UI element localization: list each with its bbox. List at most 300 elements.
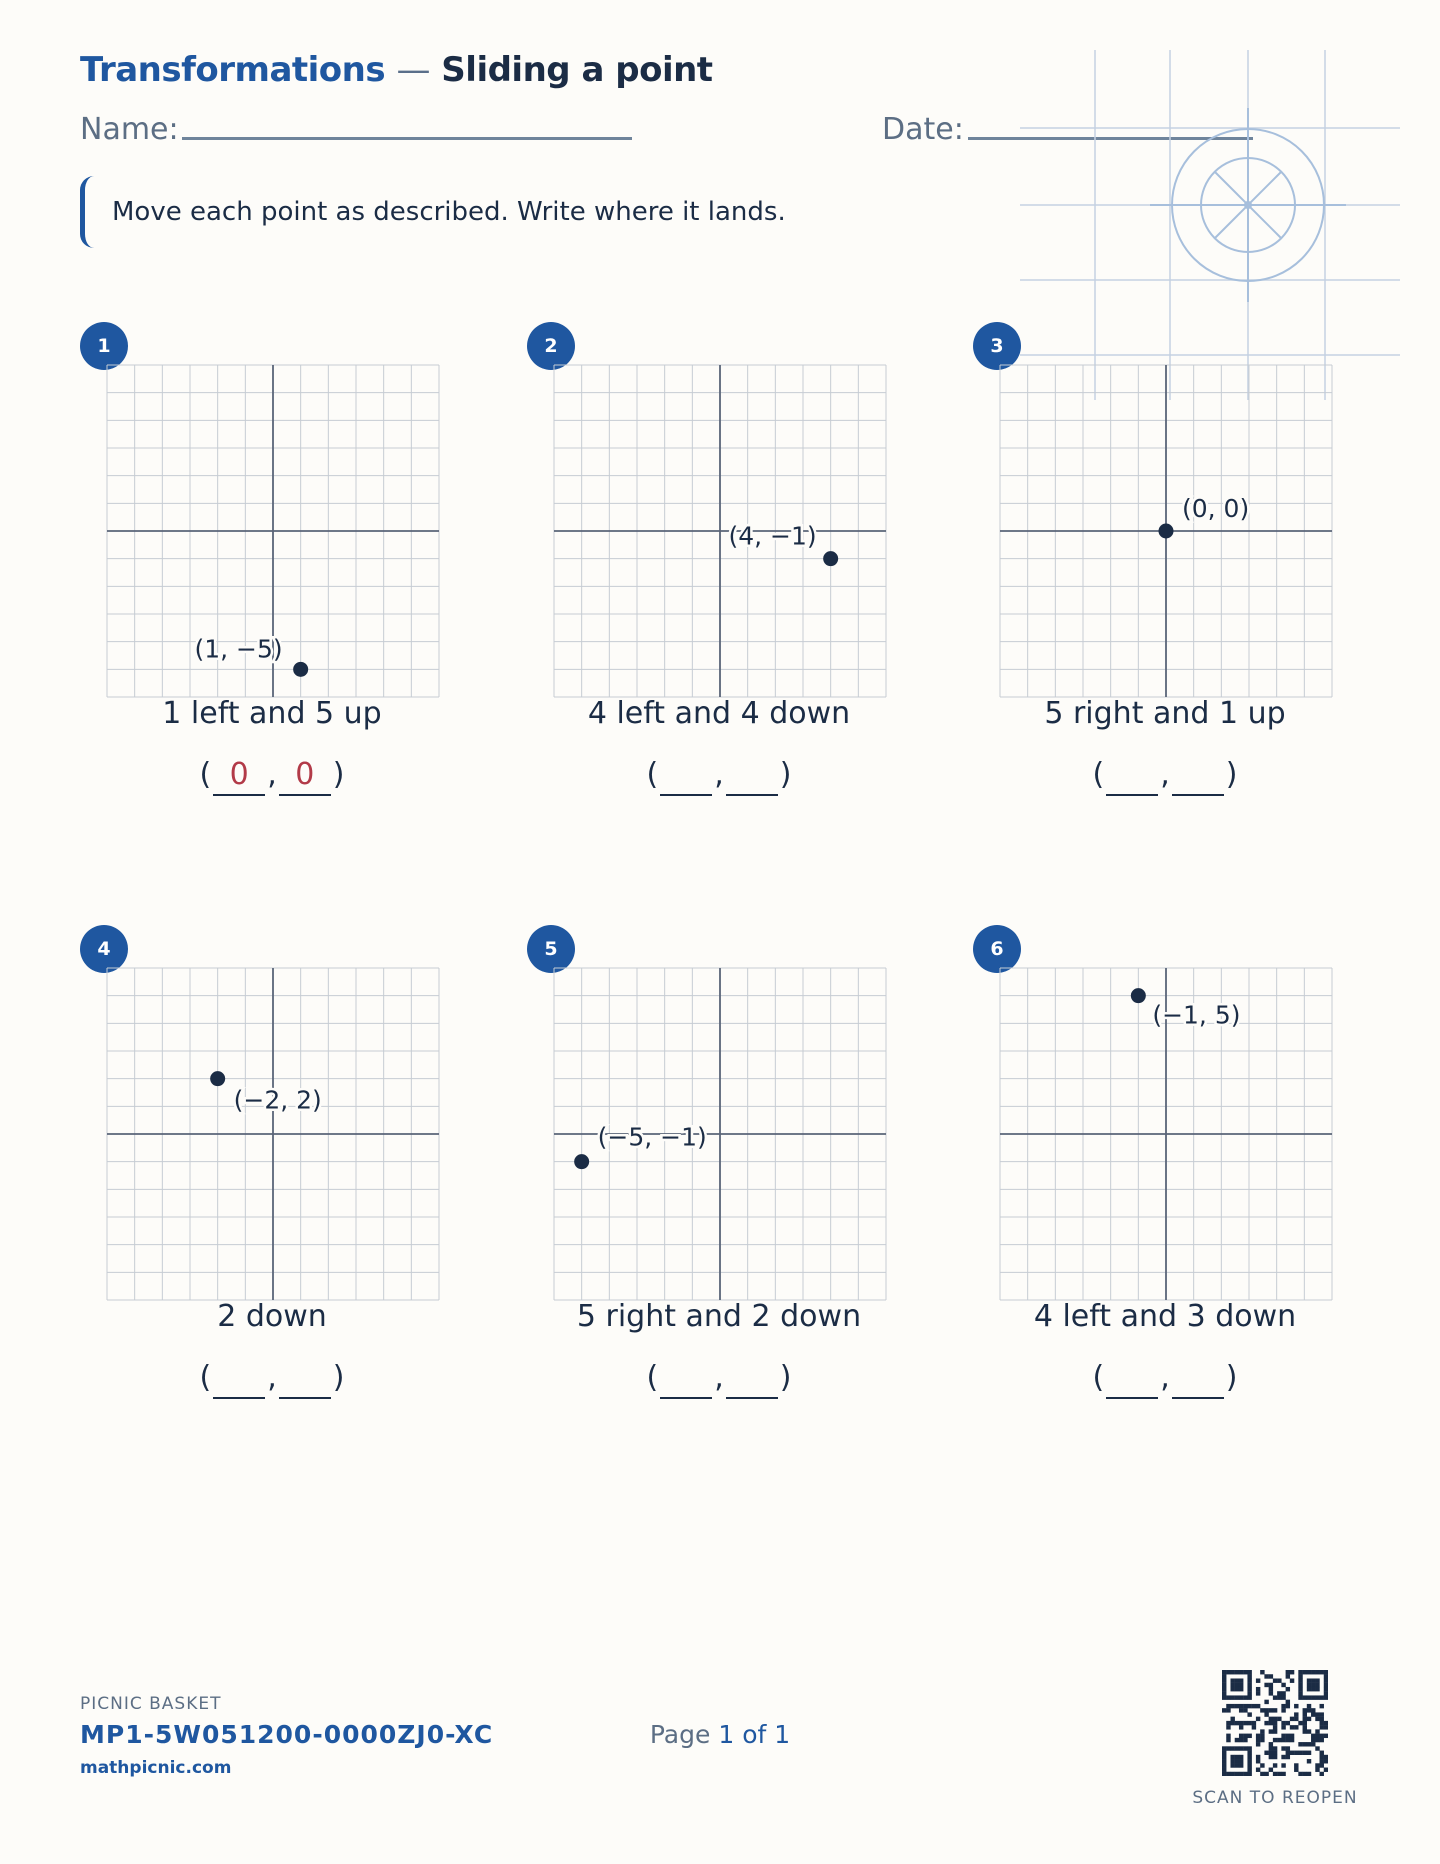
- qr-module: [1286, 1734, 1290, 1738]
- problem-number-badge: 3: [973, 322, 1021, 370]
- qr-module: [1315, 1687, 1319, 1691]
- qr-module: [1294, 1763, 1298, 1767]
- problem-6: [973, 925, 1393, 1445]
- qr-module: [1286, 1721, 1290, 1725]
- qr-module: [1269, 1691, 1273, 1695]
- qr-module: [1247, 1751, 1251, 1755]
- plotted-point[interactable]: [1131, 988, 1146, 1003]
- qr-module: [1311, 1708, 1315, 1712]
- qr-module: [1273, 1755, 1277, 1759]
- qr-module: [1294, 1768, 1298, 1772]
- close-paren: ): [779, 757, 792, 792]
- qr-module: [1320, 1721, 1324, 1725]
- answer-y-field[interactable]: [1172, 1357, 1224, 1399]
- qr-module: [1222, 1759, 1226, 1763]
- qr-module: [1273, 1738, 1277, 1742]
- qr-module: [1239, 1746, 1243, 1750]
- qr-module: [1315, 1768, 1319, 1772]
- qr-module: [1226, 1670, 1230, 1674]
- qr-module: [1247, 1763, 1251, 1767]
- qr-module: [1239, 1678, 1243, 1682]
- title-subtitle: Sliding a point: [441, 50, 713, 90]
- qr-module: [1281, 1691, 1285, 1695]
- qr-module: [1311, 1687, 1315, 1691]
- move-instruction: 4 left and 4 down: [587, 696, 851, 731]
- coordinate-grid: [106, 364, 440, 698]
- qr-module: [1230, 1759, 1234, 1763]
- qr-module: [1269, 1755, 1273, 1759]
- qr-module: [1230, 1717, 1234, 1721]
- answer-x-field[interactable]: [660, 1357, 712, 1399]
- qr-module: [1315, 1683, 1319, 1687]
- qr-module: [1290, 1751, 1294, 1755]
- answer-pair: [999, 1349, 1331, 1399]
- qr-module: [1298, 1751, 1302, 1755]
- qr-module: [1324, 1734, 1328, 1738]
- qr-module: [1294, 1717, 1298, 1721]
- qr-module: [1247, 1704, 1251, 1708]
- qr-module: [1239, 1734, 1243, 1738]
- qr-module: [1303, 1751, 1307, 1755]
- worksheet-title: [80, 50, 713, 90]
- qr-module: [1281, 1763, 1285, 1767]
- qr-module: [1324, 1674, 1328, 1678]
- coordinate-grid: [553, 967, 887, 1301]
- qr-module: [1235, 1738, 1239, 1742]
- footer-site-link[interactable]: mathpicnic.com: [80, 1758, 232, 1778]
- qr-module: [1307, 1729, 1311, 1733]
- qr-module: [1256, 1717, 1260, 1721]
- qr-module: [1222, 1751, 1226, 1755]
- qr-module: [1230, 1704, 1234, 1708]
- page-number: [560, 1720, 880, 1749]
- problem-number-badge: 4: [80, 925, 128, 973]
- close-paren: ): [1225, 757, 1238, 792]
- qr-module: [1230, 1755, 1234, 1759]
- qr-module: [1315, 1729, 1319, 1733]
- qr-module: [1315, 1734, 1319, 1738]
- qr-module: [1243, 1704, 1247, 1708]
- close-paren: ): [332, 1360, 345, 1395]
- qr-module: [1256, 1759, 1260, 1763]
- qr-module: [1230, 1763, 1234, 1767]
- qr-module: [1290, 1725, 1294, 1729]
- answer-comma: ,: [267, 1360, 277, 1395]
- qr-module: [1281, 1704, 1285, 1708]
- answer-y-field[interactable]: [1172, 754, 1224, 796]
- qr-module: [1264, 1674, 1268, 1678]
- qr-module: [1226, 1708, 1230, 1712]
- qr-module: [1222, 1687, 1226, 1691]
- qr-module: [1222, 1708, 1226, 1712]
- point-label: (0, 0): [1182, 494, 1250, 523]
- qr-module: [1226, 1721, 1230, 1725]
- qr-module: [1298, 1670, 1302, 1674]
- qr-module: [1320, 1717, 1324, 1721]
- qr-module: [1307, 1708, 1311, 1712]
- qr-module: [1277, 1772, 1281, 1776]
- qr-module: [1260, 1763, 1264, 1767]
- qr-module: [1235, 1704, 1239, 1708]
- problem-2: [527, 322, 947, 842]
- qr-module: [1256, 1704, 1260, 1708]
- qr-module: [1311, 1695, 1315, 1699]
- qr-module: [1303, 1708, 1307, 1712]
- qr-module: [1320, 1704, 1324, 1708]
- qr-module: [1320, 1763, 1324, 1767]
- qr-module: [1269, 1674, 1273, 1678]
- qr-module: [1273, 1751, 1277, 1755]
- answer-comma: ,: [714, 757, 724, 792]
- qr-module: [1239, 1695, 1243, 1699]
- plotted-point[interactable]: [293, 662, 308, 677]
- qr-module: [1239, 1738, 1243, 1742]
- qr-module: [1269, 1742, 1273, 1746]
- move-instruction: 1 left and 5 up: [162, 696, 382, 731]
- point-label: (1, −5): [194, 634, 283, 664]
- qr-module: [1256, 1742, 1260, 1746]
- qr-module: [1307, 1683, 1311, 1687]
- qr-module: [1247, 1674, 1251, 1678]
- qr-module: [1226, 1738, 1230, 1742]
- qr-module: [1273, 1729, 1277, 1733]
- page-of: of: [742, 1720, 767, 1749]
- qr-module: [1243, 1746, 1247, 1750]
- move-instruction: 5 right and 2 down: [576, 1299, 862, 1334]
- qr-module: [1315, 1738, 1319, 1742]
- qr-module: [1290, 1670, 1294, 1674]
- instruction-callout: [80, 176, 840, 248]
- qr-module: [1307, 1678, 1311, 1682]
- qr-module: [1239, 1670, 1243, 1674]
- qr-module: [1303, 1725, 1307, 1729]
- qr-module: [1243, 1708, 1247, 1712]
- qr-module: [1239, 1687, 1243, 1691]
- qr-module: [1273, 1695, 1277, 1699]
- qr-module: [1230, 1721, 1234, 1725]
- problem-number-badge: 2: [527, 322, 575, 370]
- qr-module: [1281, 1695, 1285, 1699]
- qr-module: [1320, 1734, 1324, 1738]
- qr-module: [1230, 1683, 1234, 1687]
- qr-module: [1307, 1742, 1311, 1746]
- qr-module: [1256, 1768, 1260, 1772]
- qr-module: [1281, 1721, 1285, 1725]
- qr-module: [1303, 1729, 1307, 1733]
- qr-module: [1222, 1768, 1226, 1772]
- qr-module: [1222, 1670, 1226, 1674]
- page-total: 1: [774, 1720, 791, 1749]
- footer-code: MP1-5W051200-0000ZJ0-XC: [80, 1720, 494, 1749]
- qr-module: [1247, 1683, 1251, 1687]
- answer-comma: ,: [714, 1360, 724, 1395]
- qr-module: [1320, 1695, 1324, 1699]
- qr-module: [1324, 1687, 1328, 1691]
- qr-module: [1298, 1678, 1302, 1682]
- problem-1: [80, 322, 500, 842]
- qr-module: [1298, 1683, 1302, 1687]
- qr-module: [1298, 1721, 1302, 1725]
- qr-module: [1235, 1759, 1239, 1763]
- qr-module: [1324, 1768, 1328, 1772]
- answer-y-field[interactable]: 0: [279, 754, 331, 796]
- qr-module: [1286, 1700, 1290, 1704]
- qr-module: [1239, 1759, 1243, 1763]
- qr-module: [1311, 1683, 1315, 1687]
- plotted-point[interactable]: [823, 551, 838, 566]
- answer-y-field[interactable]: [726, 1357, 778, 1399]
- qr-module: [1315, 1763, 1319, 1767]
- qr-module: [1324, 1721, 1328, 1725]
- qr-module: [1239, 1772, 1243, 1776]
- qr-module: [1222, 1695, 1226, 1699]
- qr-module: [1273, 1708, 1277, 1712]
- open-paren: (: [646, 1360, 659, 1395]
- qr-module: [1235, 1678, 1239, 1682]
- qr-module: [1307, 1695, 1311, 1699]
- qr-module: [1256, 1691, 1260, 1695]
- qr-module: [1256, 1687, 1260, 1691]
- qr-module: [1281, 1708, 1285, 1712]
- qr-module: [1260, 1670, 1264, 1674]
- coordinate-grid: [999, 364, 1333, 698]
- qr-module: [1311, 1678, 1315, 1682]
- qr-module: [1222, 1683, 1226, 1687]
- close-paren: ): [332, 757, 345, 792]
- qr-module: [1277, 1717, 1281, 1721]
- qr-module: [1320, 1738, 1324, 1742]
- qr-module: [1307, 1772, 1311, 1776]
- qr-module: [1235, 1746, 1239, 1750]
- problem-number-badge: 1: [80, 322, 128, 370]
- qr-module: [1252, 1704, 1256, 1708]
- open-paren: (: [646, 757, 659, 792]
- plotted-point[interactable]: [1159, 524, 1174, 539]
- point-label: (−5, −1): [597, 1122, 707, 1152]
- qr-module: [1235, 1687, 1239, 1691]
- qr-module: [1311, 1670, 1315, 1674]
- qr-module: [1290, 1717, 1294, 1721]
- qr-module: [1269, 1683, 1273, 1687]
- answer-x-field[interactable]: [1106, 754, 1158, 796]
- qr-module: [1286, 1674, 1290, 1678]
- qr-module: [1226, 1746, 1230, 1750]
- qr-module: [1269, 1687, 1273, 1691]
- qr-module: [1230, 1695, 1234, 1699]
- qr-module: [1247, 1721, 1251, 1725]
- qr-module: [1226, 1704, 1230, 1708]
- qr-module: [1269, 1717, 1273, 1721]
- qr-module: [1226, 1772, 1230, 1776]
- qr-module: [1315, 1717, 1319, 1721]
- qr-module: [1290, 1678, 1294, 1682]
- qr-module: [1260, 1738, 1264, 1742]
- qr-module: [1277, 1691, 1281, 1695]
- close-paren: ): [779, 1360, 792, 1395]
- qr-module: [1243, 1670, 1247, 1674]
- qr-label: SCAN TO REOPEN: [1192, 1788, 1358, 1808]
- qr-module: [1260, 1772, 1264, 1776]
- qr-code-icon[interactable]: [1222, 1670, 1328, 1776]
- qr-module: [1307, 1751, 1311, 1755]
- answer-x-field[interactable]: [1106, 1357, 1158, 1399]
- answer-x-field[interactable]: [660, 754, 712, 796]
- qr-module: [1281, 1738, 1285, 1742]
- qr-module: [1320, 1751, 1324, 1755]
- date-label: Date:: [882, 112, 964, 147]
- problem-4: [80, 925, 500, 1445]
- qr-module: [1264, 1751, 1268, 1755]
- qr-module: [1324, 1678, 1328, 1682]
- qr-module: [1247, 1755, 1251, 1759]
- qr-module: [1222, 1678, 1226, 1682]
- move-instruction: 5 right and 1 up: [1044, 696, 1286, 731]
- answer-pair: [106, 746, 438, 796]
- qr-module: [1264, 1772, 1268, 1776]
- qr-module: [1324, 1755, 1328, 1759]
- qr-module: [1320, 1725, 1324, 1729]
- qr-module: [1281, 1683, 1285, 1687]
- qr-module: [1298, 1691, 1302, 1695]
- qr-module: [1243, 1738, 1247, 1742]
- qr-module: [1311, 1738, 1315, 1742]
- qr-module: [1226, 1734, 1230, 1738]
- qr-module: [1281, 1755, 1285, 1759]
- answer-y-field[interactable]: [726, 754, 778, 796]
- qr-module: [1324, 1725, 1328, 1729]
- qr-module: [1235, 1683, 1239, 1687]
- problem-3: [973, 322, 1393, 842]
- qr-module: [1307, 1670, 1311, 1674]
- qr-module: [1320, 1772, 1324, 1776]
- qr-module: [1324, 1759, 1328, 1763]
- open-paren: (: [199, 1360, 212, 1395]
- qr-module: [1273, 1721, 1277, 1725]
- qr-module: [1311, 1712, 1315, 1716]
- qr-module: [1247, 1687, 1251, 1691]
- page-prefix: Page: [649, 1720, 711, 1749]
- qr-module: [1315, 1712, 1319, 1716]
- qr-module: [1239, 1755, 1243, 1759]
- qr-module: [1235, 1670, 1239, 1674]
- answer-comma: ,: [267, 757, 277, 792]
- qr-module: [1290, 1738, 1294, 1742]
- qr-module: [1226, 1725, 1230, 1729]
- qr-module: [1247, 1759, 1251, 1763]
- qr-module: [1247, 1772, 1251, 1776]
- qr-module: [1222, 1772, 1226, 1776]
- qr-module: [1315, 1746, 1319, 1750]
- qr-module: [1286, 1746, 1290, 1750]
- qr-module: [1294, 1704, 1298, 1708]
- qr-module: [1264, 1683, 1268, 1687]
- qr-module: [1256, 1755, 1260, 1759]
- qr-module: [1247, 1670, 1251, 1674]
- qr-module: [1298, 1695, 1302, 1699]
- qr-module: [1256, 1734, 1260, 1738]
- title-topic: Transformations: [80, 50, 386, 90]
- qr-module: [1222, 1674, 1226, 1678]
- title-separator: —: [396, 50, 430, 90]
- qr-module: [1303, 1717, 1307, 1721]
- qr-module: [1247, 1678, 1251, 1682]
- qr-module: [1247, 1734, 1251, 1738]
- coordinate-grid: [106, 967, 440, 1301]
- answer-comma: ,: [1160, 1360, 1170, 1395]
- qr-module: [1235, 1755, 1239, 1759]
- qr-module: [1286, 1687, 1290, 1691]
- point-label: (−2, 2): [233, 1085, 322, 1115]
- qr-module: [1307, 1687, 1311, 1691]
- qr-module: [1303, 1712, 1307, 1716]
- qr-module: [1298, 1772, 1302, 1776]
- qr-module: [1277, 1738, 1281, 1742]
- qr-module: [1307, 1704, 1311, 1708]
- plotted-point[interactable]: [574, 1154, 589, 1169]
- qr-module: [1247, 1712, 1251, 1716]
- qr-module: [1239, 1725, 1243, 1729]
- qr-module: [1273, 1678, 1277, 1682]
- qr-module: [1243, 1721, 1247, 1725]
- page-current: 1: [718, 1720, 735, 1749]
- qr-module: [1286, 1704, 1290, 1708]
- qr-module: [1298, 1674, 1302, 1678]
- answer-x-field[interactable]: 0: [213, 754, 265, 796]
- qr-module: [1230, 1746, 1234, 1750]
- footer-brand: PICNIC BASKET: [80, 1694, 222, 1714]
- answer-x-field[interactable]: [213, 1357, 265, 1399]
- qr-module: [1290, 1734, 1294, 1738]
- qr-module: [1273, 1772, 1277, 1776]
- qr-module: [1273, 1717, 1277, 1721]
- qr-module: [1315, 1695, 1319, 1699]
- qr-module: [1315, 1678, 1319, 1682]
- qr-module: [1260, 1708, 1264, 1712]
- open-paren: (: [1092, 1360, 1105, 1395]
- qr-module: [1303, 1670, 1307, 1674]
- qr-module: [1320, 1670, 1324, 1674]
- qr-module: [1230, 1678, 1234, 1682]
- qr-module: [1324, 1691, 1328, 1695]
- qr-module: [1239, 1763, 1243, 1767]
- qr-module: [1286, 1755, 1290, 1759]
- qr-module: [1281, 1772, 1285, 1776]
- answer-y-field[interactable]: [279, 1357, 331, 1399]
- qr-module: [1256, 1678, 1260, 1682]
- name-field-line[interactable]: [182, 137, 632, 140]
- qr-module: [1230, 1772, 1234, 1776]
- answer-comma: ,: [1160, 757, 1170, 792]
- qr-module: [1286, 1738, 1290, 1742]
- qr-module: [1269, 1768, 1273, 1772]
- qr-module: [1277, 1678, 1281, 1682]
- qr-module: [1264, 1700, 1268, 1704]
- qr-module: [1269, 1751, 1273, 1755]
- qr-module: [1222, 1755, 1226, 1759]
- qr-module: [1294, 1751, 1298, 1755]
- point-label: (4, −1): [728, 521, 817, 551]
- qr-module: [1230, 1670, 1234, 1674]
- qr-module: [1243, 1695, 1247, 1699]
- qr-module: [1269, 1729, 1273, 1733]
- qr-module: [1294, 1725, 1298, 1729]
- qr-module: [1320, 1759, 1324, 1763]
- qr-module: [1273, 1725, 1277, 1729]
- qr-module: [1230, 1687, 1234, 1691]
- qr-module: [1298, 1687, 1302, 1691]
- plotted-point[interactable]: [210, 1071, 225, 1086]
- qr-module: [1303, 1721, 1307, 1725]
